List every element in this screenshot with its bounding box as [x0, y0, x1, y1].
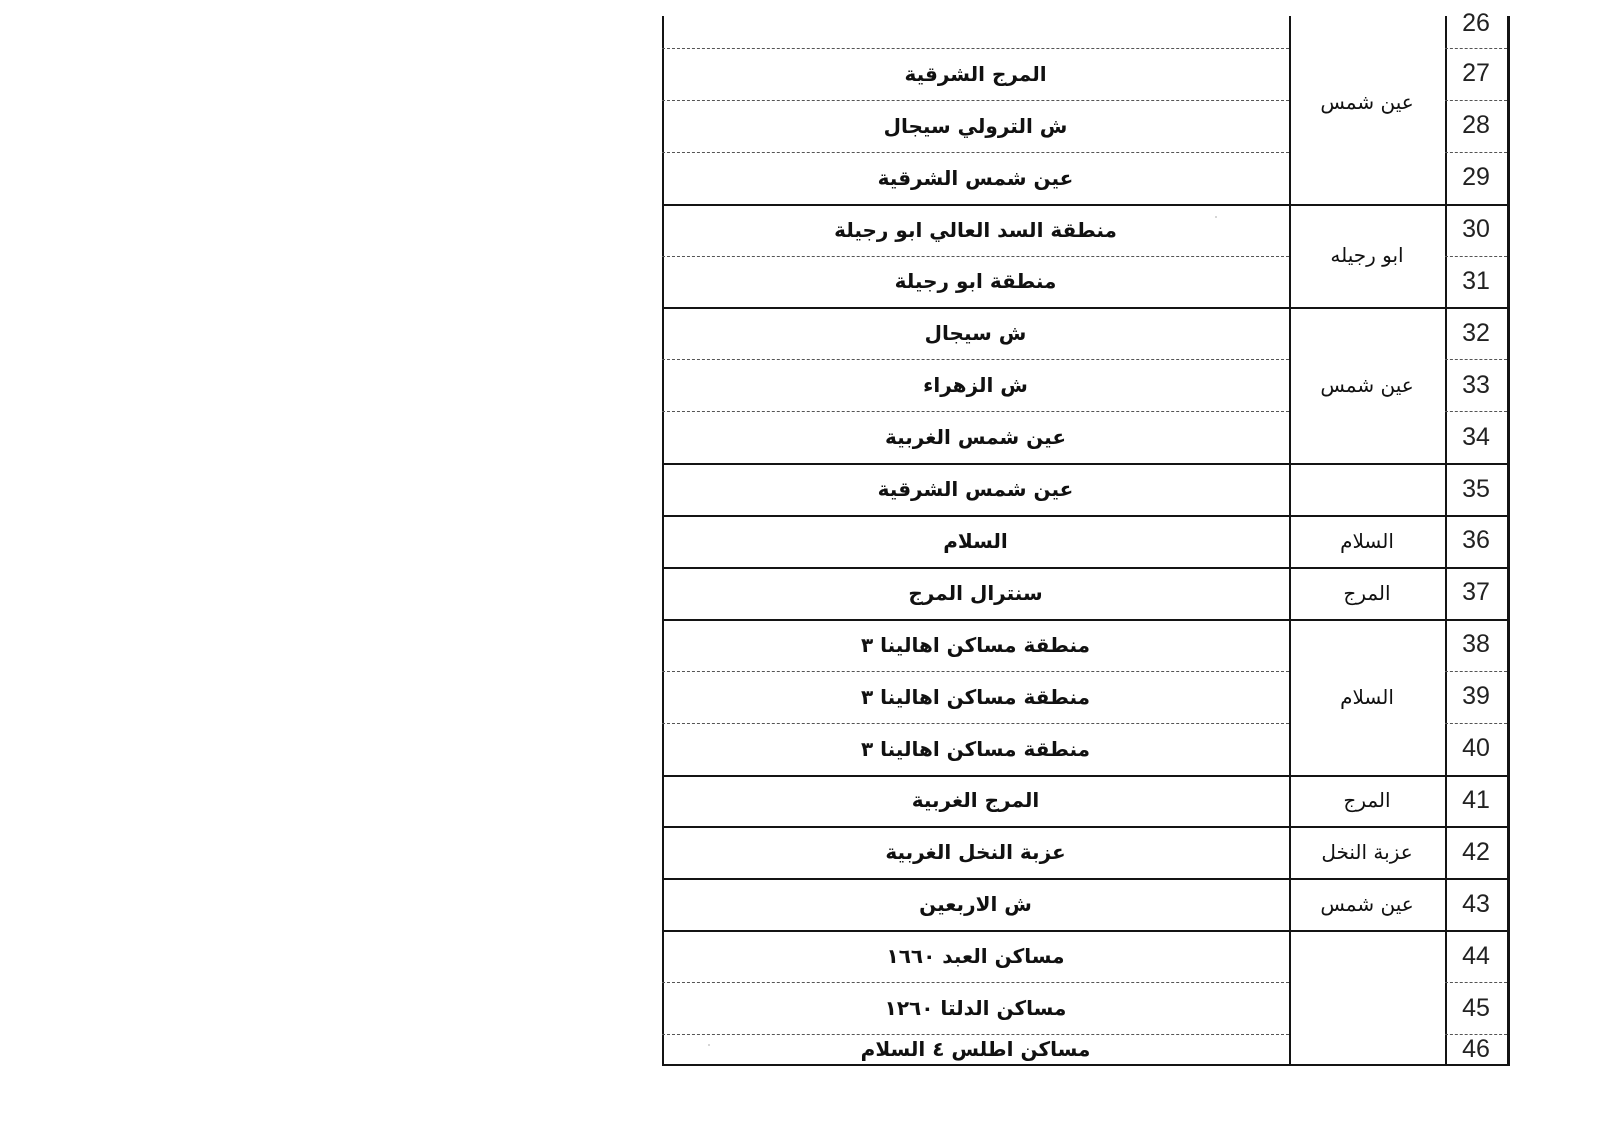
place-name: منطقة مساكن اهالينا ٣ — [860, 684, 1091, 709]
row-number: 31 — [1462, 266, 1490, 295]
place-name: منطقة ابو رجيلة — [894, 269, 1057, 294]
column-border — [1507, 16, 1510, 1064]
row-number: 38 — [1462, 630, 1490, 659]
place-name: ش سيجال — [924, 321, 1027, 346]
district-name: عين شمس — [1320, 373, 1414, 398]
scan-speck — [708, 1044, 710, 1046]
place-name: المرج الشرقية — [904, 61, 1047, 86]
place-name — [662, 0, 1289, 48]
place-name: منطقة مساكن اهالينا ٣ — [860, 736, 1091, 761]
district-name — [1289, 930, 1445, 1064]
district-name: ابو رجيله — [1330, 243, 1404, 268]
row-number: 39 — [1462, 682, 1490, 711]
row-number: 41 — [1462, 785, 1490, 814]
row-number: 34 — [1462, 422, 1490, 451]
place-name: عين شمس الشرقية — [877, 477, 1074, 502]
place-name: السلام — [943, 528, 1008, 553]
district-name: السلام — [1340, 528, 1394, 553]
district-name: عين شمس — [1320, 892, 1414, 917]
district-name: المرج — [1343, 788, 1391, 813]
row-number: 30 — [1462, 215, 1490, 244]
row-number: 40 — [1462, 734, 1490, 763]
row-number: 46 — [1462, 1034, 1490, 1063]
row-border — [662, 1064, 1510, 1066]
place-name: مساكن اطلس ٤ السلام — [860, 1037, 1091, 1061]
scan-speck — [1215, 216, 1217, 218]
place-name: عين شمس الغربية — [885, 425, 1066, 450]
place-name: عزبة النخل الغربية — [885, 840, 1066, 865]
place-name: منطقة السد العالي ابو رجيلة — [834, 217, 1117, 242]
row-number: 44 — [1462, 941, 1490, 970]
district-name: عزبة النخل — [1321, 840, 1413, 865]
district-name: المرج — [1343, 580, 1391, 605]
row-number: 26 — [1462, 9, 1490, 38]
row-number: 32 — [1462, 318, 1490, 347]
row-number: 45 — [1462, 993, 1490, 1022]
place-name: منطقة مساكن اهالينا ٣ — [860, 632, 1091, 657]
place-name: مساكن الدلتا ١٢٦٠ — [884, 996, 1067, 1021]
district-name: السلام — [1340, 684, 1394, 709]
row-number: 27 — [1462, 59, 1490, 88]
row-number: 29 — [1462, 163, 1490, 192]
place-name: ش الزهراء — [923, 373, 1028, 398]
row-number: 28 — [1462, 111, 1490, 140]
district-name — [1289, 463, 1445, 515]
row-number: 35 — [1462, 474, 1490, 503]
row-number: 33 — [1462, 370, 1490, 399]
place-name: المرج الغربية — [911, 788, 1040, 813]
row-number: 43 — [1462, 889, 1490, 918]
place-name: عين شمس الشرقية — [877, 165, 1074, 190]
district-name: عين شمس — [1320, 89, 1414, 114]
place-name: ش الترولي سيجال — [883, 113, 1068, 138]
place-name: مساكن العبد ١٦٦٠ — [886, 944, 1065, 969]
row-number: 42 — [1462, 837, 1490, 866]
row-number: 37 — [1462, 578, 1490, 607]
place-name: ش الاربعين — [919, 892, 1032, 917]
place-name: سنترال المرج — [908, 580, 1043, 605]
row-number: 36 — [1462, 526, 1490, 555]
